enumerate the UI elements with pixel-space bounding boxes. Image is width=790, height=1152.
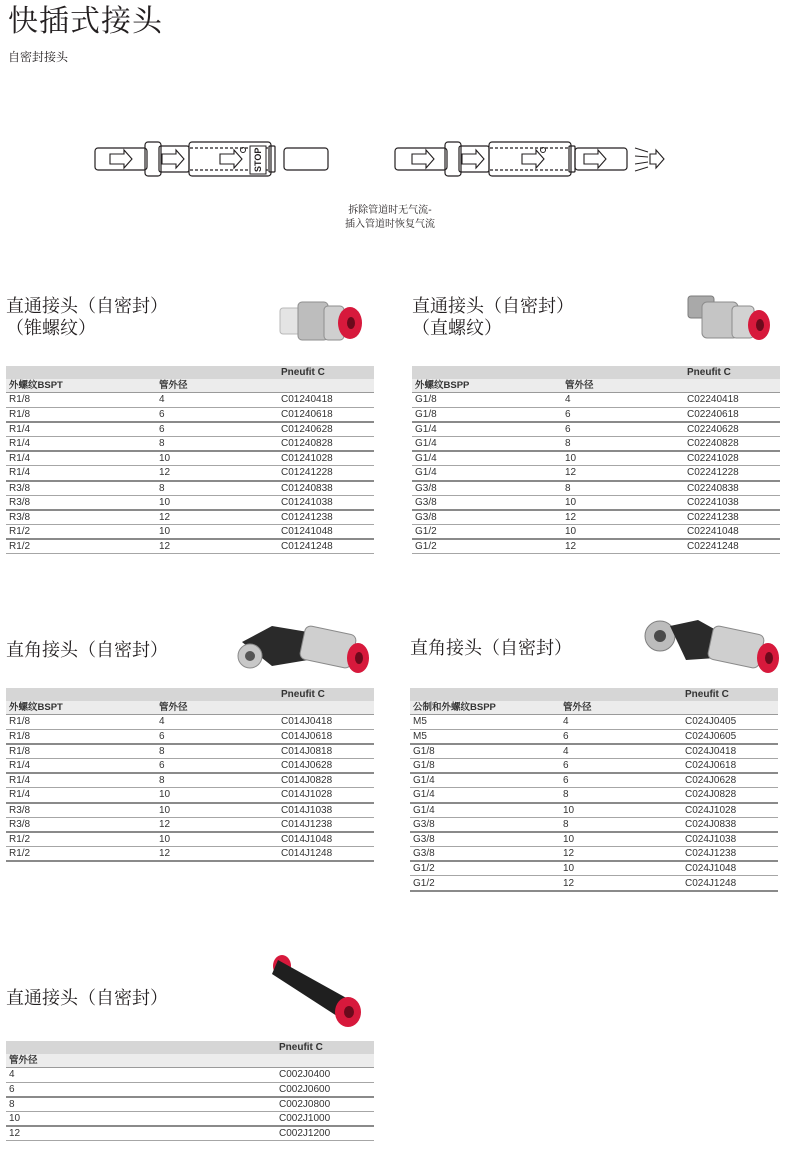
table-cell: R1/8: [6, 393, 156, 407]
table-cell: 10: [156, 803, 278, 818]
table-cell: C014J0818: [278, 744, 374, 759]
table-cell: C014J0628: [278, 758, 374, 773]
table-row: [6, 773, 374, 788]
table-cell: C024J0605: [682, 729, 778, 744]
brand-header-row: [412, 366, 780, 379]
table-cell: 10: [562, 495, 684, 510]
table-cell: 8: [156, 773, 278, 788]
table-cell: C014J1038: [278, 803, 374, 818]
table-cell: G1/4: [410, 788, 560, 803]
table-cell: C01240618: [278, 407, 374, 422]
table-row: [410, 773, 778, 788]
table-cell: C02240628: [684, 422, 780, 437]
table-cell: R1/4: [6, 422, 156, 437]
brand-header: Pneufit C: [276, 1041, 374, 1054]
brand-header: Pneufit C: [278, 366, 374, 379]
table-cell: C014J1028: [278, 788, 374, 803]
table-cell: 4: [6, 1068, 276, 1082]
table-cell: 12: [156, 466, 278, 481]
table-cell: C024J1038: [682, 832, 778, 847]
column-header: 管外径: [6, 1054, 276, 1068]
table-cell: 6: [560, 758, 682, 773]
table-cell: 12: [562, 466, 684, 481]
blank-header-cell: [276, 1054, 374, 1068]
table-cell: C024J0828: [682, 788, 778, 803]
table-row: [6, 539, 374, 554]
section-title: 直通接头（自密封） （直螺纹）: [412, 296, 574, 339]
table-cell: 8: [6, 1097, 276, 1112]
table-cell: 10: [560, 803, 682, 818]
table-cell: C024J0405: [682, 715, 778, 729]
table-cell: 6: [562, 422, 684, 437]
table-row: [410, 832, 778, 847]
table-cell: R1/4: [6, 773, 156, 788]
table-cell: G3/8: [412, 481, 562, 496]
section-title: 直角接头（自密封）: [6, 640, 168, 661]
table-cell: R1/8: [6, 729, 156, 744]
blank-header-cell: [682, 701, 778, 715]
table-cell: G1/8: [412, 407, 562, 422]
table-cell: 10: [6, 1111, 276, 1126]
table-cell: C024J0618: [682, 758, 778, 773]
table-cell: C02241248: [684, 539, 780, 554]
blank-header-cell: [156, 688, 278, 701]
product-image: [636, 614, 782, 682]
table-cell: G1/2: [410, 861, 560, 876]
column-header-row: [412, 379, 780, 393]
table-cell: C024J1028: [682, 803, 778, 818]
column-header: 管外径: [560, 701, 682, 715]
table-cell: R1/4: [6, 451, 156, 466]
table-row: [6, 436, 374, 451]
table-cell: C014J1248: [278, 847, 374, 862]
table-body: [6, 366, 374, 554]
table-cell: C02241048: [684, 525, 780, 540]
section-straight-bspt: [6, 296, 374, 556]
table-row: [6, 1111, 374, 1126]
section-elbow-bspt: [6, 640, 374, 870]
table-cell: C02240838: [684, 481, 780, 496]
column-header: 管外径: [156, 701, 278, 715]
table-cell: R1/8: [6, 407, 156, 422]
table-cell: R1/2: [6, 525, 156, 540]
table-cell: C01241238: [278, 510, 374, 525]
table-row: [6, 817, 374, 832]
table-cell: R3/8: [6, 495, 156, 510]
table-cell: 6: [562, 407, 684, 422]
table-row: [6, 788, 374, 803]
table-cell: 6: [560, 729, 682, 744]
table-cell: 4: [156, 393, 278, 407]
table-cell: G1/2: [410, 876, 560, 891]
table-row: [410, 715, 778, 729]
table-cell: 10: [560, 861, 682, 876]
blank-header-cell: [6, 1041, 276, 1054]
table-cell: 4: [560, 715, 682, 729]
column-header: 公制和外螺纹BSPP: [410, 701, 560, 715]
table-cell: C02241038: [684, 495, 780, 510]
column-header-row: [6, 701, 374, 715]
table-cell: 6: [6, 1082, 276, 1097]
table-cell: M5: [410, 715, 560, 729]
table-cell: C02241028: [684, 451, 780, 466]
product-image: [268, 952, 374, 1034]
table-row: [6, 803, 374, 818]
blank-header-cell: [560, 688, 682, 701]
section-straight-bspp: [412, 296, 780, 556]
brand-header: Pneufit C: [684, 366, 780, 379]
table-row: [412, 525, 780, 540]
table-cell: C01240828: [278, 436, 374, 451]
table-cell: 8: [560, 817, 682, 832]
table-cell: G1/4: [412, 451, 562, 466]
table-cell: 12: [560, 847, 682, 862]
section-title: 直角接头（自密封）: [410, 638, 572, 659]
table-cell: 4: [562, 393, 684, 407]
table-cell: C02240828: [684, 436, 780, 451]
blank-header-cell: [410, 688, 560, 701]
column-header: 外螺纹BSPP: [412, 379, 562, 393]
blank-header-cell: [562, 366, 684, 379]
blank-header-cell: [278, 701, 374, 715]
table-cell: 8: [156, 436, 278, 451]
table-cell: 12: [156, 817, 278, 832]
table-cell: C002J0600: [276, 1082, 374, 1097]
table-cell: C024J0838: [682, 817, 778, 832]
function-diagram: [0, 120, 790, 200]
table-cell: G1/4: [412, 466, 562, 481]
table-cell: R3/8: [6, 481, 156, 496]
section-straight-union: [6, 988, 374, 1148]
table-cell: C002J1000: [276, 1111, 374, 1126]
table-body: [412, 366, 780, 554]
table-row: [412, 407, 780, 422]
table-cell: 6: [156, 422, 278, 437]
table-cell: C024J1048: [682, 861, 778, 876]
column-header: 外螺纹BSPT: [6, 701, 156, 715]
spec-table: [410, 688, 778, 892]
table-row: [410, 744, 778, 759]
table-cell: C01241248: [278, 539, 374, 554]
table-cell: 12: [560, 876, 682, 891]
product-image: [680, 288, 776, 352]
note-line-1: 拆除管道时无气流-: [348, 205, 432, 216]
table-row: [6, 729, 374, 744]
table-row: [6, 1097, 374, 1112]
product-image: [274, 294, 370, 352]
table-row: [412, 495, 780, 510]
spec-table: [412, 366, 780, 554]
table-row: [6, 510, 374, 525]
spec-table: [6, 366, 374, 554]
table-cell: 12: [156, 847, 278, 862]
table-cell: 12: [156, 539, 278, 554]
table-cell: R1/2: [6, 832, 156, 847]
table-cell: C01241038: [278, 495, 374, 510]
table-body: [6, 688, 374, 861]
table-cell: 4: [156, 715, 278, 729]
blank-header-cell: [156, 366, 278, 379]
table-cell: 10: [156, 788, 278, 803]
table-row: [412, 422, 780, 437]
table-cell: G1/2: [412, 539, 562, 554]
table-row: [6, 393, 374, 407]
table-cell: R1/8: [6, 715, 156, 729]
table-cell: R1/4: [6, 436, 156, 451]
table-cell: 10: [562, 525, 684, 540]
table-row: [412, 451, 780, 466]
table-cell: G1/4: [412, 436, 562, 451]
table-cell: R1/4: [6, 466, 156, 481]
table-cell: C014J0828: [278, 773, 374, 788]
spec-table: [6, 688, 374, 862]
table-row: [6, 1068, 374, 1082]
column-header-row: [6, 379, 374, 393]
table-cell: 8: [562, 481, 684, 496]
table-cell: G3/8: [410, 817, 560, 832]
table-cell: C02240418: [684, 393, 780, 407]
table-row: [412, 393, 780, 407]
table-row: [410, 876, 778, 891]
table-row: [6, 758, 374, 773]
table-cell: C002J0400: [276, 1068, 374, 1082]
table-cell: C024J1248: [682, 876, 778, 891]
page-subtitle: 自密封接头: [8, 50, 69, 64]
table-cell: C002J0800: [276, 1097, 374, 1112]
table-cell: C024J0628: [682, 773, 778, 788]
brand-header-row: [6, 1041, 374, 1054]
table-cell: 10: [562, 451, 684, 466]
table-row: [6, 525, 374, 540]
page-title: 快插式接头: [8, 4, 163, 39]
table-cell: G1/8: [410, 744, 560, 759]
table-row: [6, 1126, 374, 1141]
table-cell: G3/8: [412, 495, 562, 510]
section-title: 直通接头（自密封） （锥螺纹）: [6, 296, 168, 339]
table-cell: 10: [156, 525, 278, 540]
table-cell: 12: [6, 1126, 276, 1141]
table-cell: 4: [560, 744, 682, 759]
table-cell: C02241228: [684, 466, 780, 481]
table-cell: 6: [156, 758, 278, 773]
table-row: [412, 510, 780, 525]
table-row: [410, 788, 778, 803]
table-row: [6, 832, 374, 847]
table-cell: C024J1238: [682, 847, 778, 862]
table-cell: 8: [562, 436, 684, 451]
table-body: [410, 688, 778, 891]
table-cell: C01240838: [278, 481, 374, 496]
blank-header-cell: [6, 688, 156, 701]
table-cell: 8: [560, 788, 682, 803]
brand-header-row: [6, 688, 374, 701]
table-cell: 8: [156, 744, 278, 759]
table-cell: G3/8: [412, 510, 562, 525]
table-row: [410, 861, 778, 876]
table-row: [6, 422, 374, 437]
table-cell: C024J0418: [682, 744, 778, 759]
column-header: 管外径: [156, 379, 278, 393]
table-row: [6, 466, 374, 481]
note-line-2: 插入管道时恢复气流: [345, 219, 435, 230]
table-row: [410, 758, 778, 773]
column-header: 管外径: [562, 379, 684, 393]
table-cell: C01241228: [278, 466, 374, 481]
blank-header-cell: [278, 379, 374, 393]
table-row: [6, 1082, 374, 1097]
table-cell: C014J1048: [278, 832, 374, 847]
table-cell: C01240418: [278, 393, 374, 407]
table-cell: C014J0618: [278, 729, 374, 744]
blank-header-cell: [412, 366, 562, 379]
table-cell: C01241028: [278, 451, 374, 466]
table-row: [410, 729, 778, 744]
table-cell: 10: [156, 495, 278, 510]
table-cell: G1/8: [410, 758, 560, 773]
table-cell: R3/8: [6, 817, 156, 832]
table-cell: R3/8: [6, 510, 156, 525]
brand-header-row: [410, 688, 778, 701]
table-cell: C01240628: [278, 422, 374, 437]
table-row: [410, 847, 778, 862]
table-cell: R1/4: [6, 788, 156, 803]
table-row: [6, 715, 374, 729]
table-cell: R1/4: [6, 758, 156, 773]
table-cell: M5: [410, 729, 560, 744]
table-cell: C02240618: [684, 407, 780, 422]
table-cell: G1/4: [410, 803, 560, 818]
blank-header-cell: [684, 379, 780, 393]
table-row: [410, 803, 778, 818]
table-row: [6, 847, 374, 862]
table-cell: R3/8: [6, 803, 156, 818]
table-cell: 10: [560, 832, 682, 847]
table-cell: R1/2: [6, 539, 156, 554]
table-cell: C01241048: [278, 525, 374, 540]
table-cell: G1/4: [412, 422, 562, 437]
product-image: [228, 616, 374, 682]
column-header: 外螺纹BSPT: [6, 379, 156, 393]
table-cell: C014J0418: [278, 715, 374, 729]
table-cell: R1/8: [6, 744, 156, 759]
blank-header-cell: [6, 366, 156, 379]
spec-table: [6, 1041, 374, 1141]
section-title: 直通接头（自密封）: [6, 988, 168, 1009]
column-header-row: [410, 701, 778, 715]
table-row: [412, 436, 780, 451]
table-cell: G1/2: [412, 525, 562, 540]
table-cell: 12: [156, 510, 278, 525]
brand-header-row: [6, 366, 374, 379]
table-cell: G1/4: [410, 773, 560, 788]
table-cell: 6: [560, 773, 682, 788]
table-row: [6, 481, 374, 496]
table-cell: 6: [156, 407, 278, 422]
table-cell: G1/8: [412, 393, 562, 407]
table-cell: C002J1200: [276, 1126, 374, 1141]
diagram-note: [290, 204, 490, 232]
table-cell: R1/2: [6, 847, 156, 862]
table-row: [6, 744, 374, 759]
brand-header: Pneufit C: [278, 688, 374, 701]
table-cell: 12: [562, 510, 684, 525]
table-cell: 6: [156, 729, 278, 744]
table-cell: 12: [562, 539, 684, 554]
table-row: [412, 539, 780, 554]
table-row: [412, 466, 780, 481]
table-cell: 8: [156, 481, 278, 496]
table-cell: 10: [156, 832, 278, 847]
stop-label: STOP: [253, 147, 263, 172]
table-cell: C02241238: [684, 510, 780, 525]
table-row: [412, 481, 780, 496]
table-row: [6, 451, 374, 466]
column-header-row: [6, 1054, 374, 1068]
table-cell: 10: [156, 451, 278, 466]
table-cell: G3/8: [410, 847, 560, 862]
table-row: [6, 495, 374, 510]
table-row: [6, 407, 374, 422]
brand-header: Pneufit C: [682, 688, 778, 701]
table-cell: G3/8: [410, 832, 560, 847]
table-cell: C014J1238: [278, 817, 374, 832]
section-elbow-bspp: [410, 638, 778, 898]
table-row: [410, 817, 778, 832]
table-body: [6, 1041, 374, 1141]
